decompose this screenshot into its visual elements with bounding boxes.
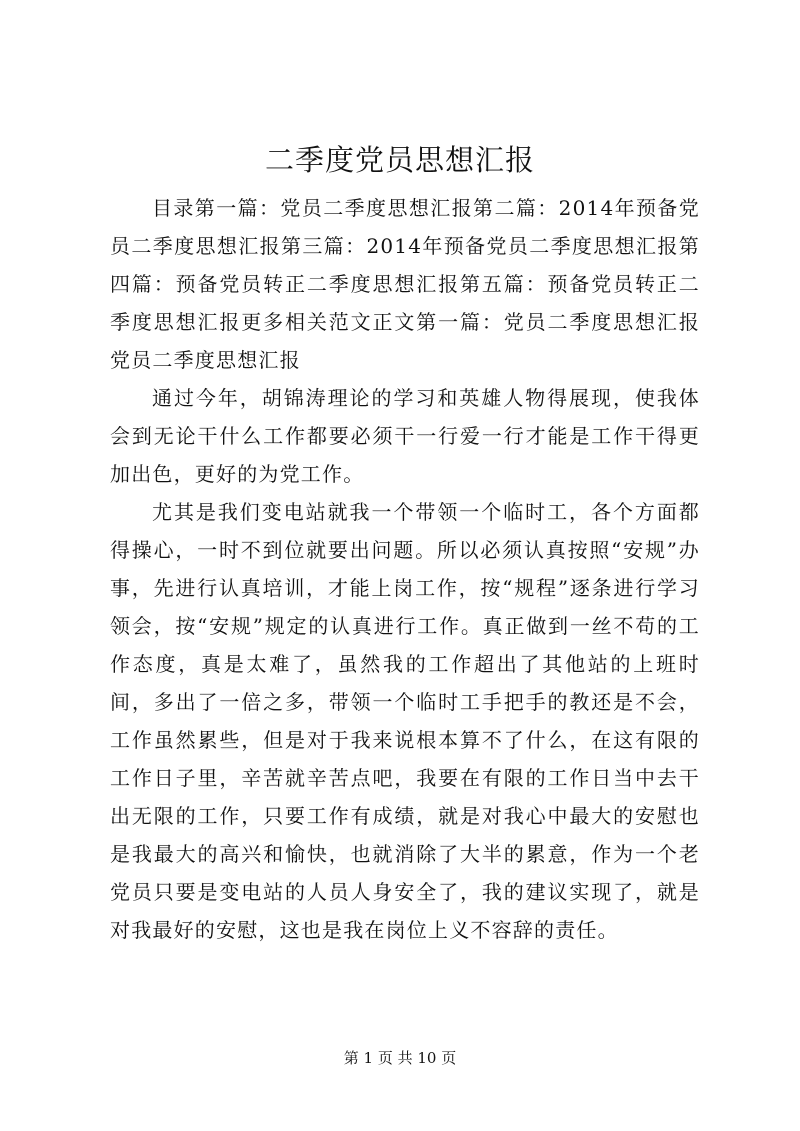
document-body — [110, 189, 700, 949]
paragraph-intro: 通过今年，胡锦涛理论的学习和英雄人物得展现，使我体会到无论干什么工作都要必须干一行爱一行才能是工作干得更加出色，更好的为党工作。 — [110, 386, 700, 486]
paragraph-main: 尤其是我们变电站就我一个带领一个临时工，各个方面都得操心，一时不到位就要出问题。所以必须认真按照“安规”办事，先进行认真培训，才能上岗工作，按“规程”逐条进行学习领会，按“安规”规定的认真进行工作。真正做到一丝不苟的工作态度，真是太难了，虽然我的工作超出了其他站的上班时间，多出了一倍之多，带领一个临时工手把手的教还是不会，工作虽然累些，但是对于我来说根本算不了什么，在这有限的工作日子里，辛苦就辛苦点吧，我要在有限的工作日当中去干出无限的工作，只要工作有成绩，就是对我心中最大的安慰也是我最大的高兴和愉快，也就消除了大半的累意，作为一个老党员只要是变电站的人员人身安全了，我的建议实现了，就是对我最好的安慰，这也是我在岗位上义不容辞的责任。 — [110, 500, 700, 942]
document-title: 二季度党员思想汇报 — [264, 143, 535, 177]
page-footer: 第 1 页 共 10 页 — [343, 1049, 457, 1067]
paragraph-table-of-contents: 目录第一篇：党员二季度思想汇报第二篇：2014年预备党员二季度思想汇报第三篇：2014年预备党员二季度思想汇报第四篇：预备党员转正二季度思想汇报第五篇：预备党员转正二季度思想汇报更多相关范文正文第一篇：党员二季度思想汇报党员二季度思想汇报 — [110, 196, 700, 372]
